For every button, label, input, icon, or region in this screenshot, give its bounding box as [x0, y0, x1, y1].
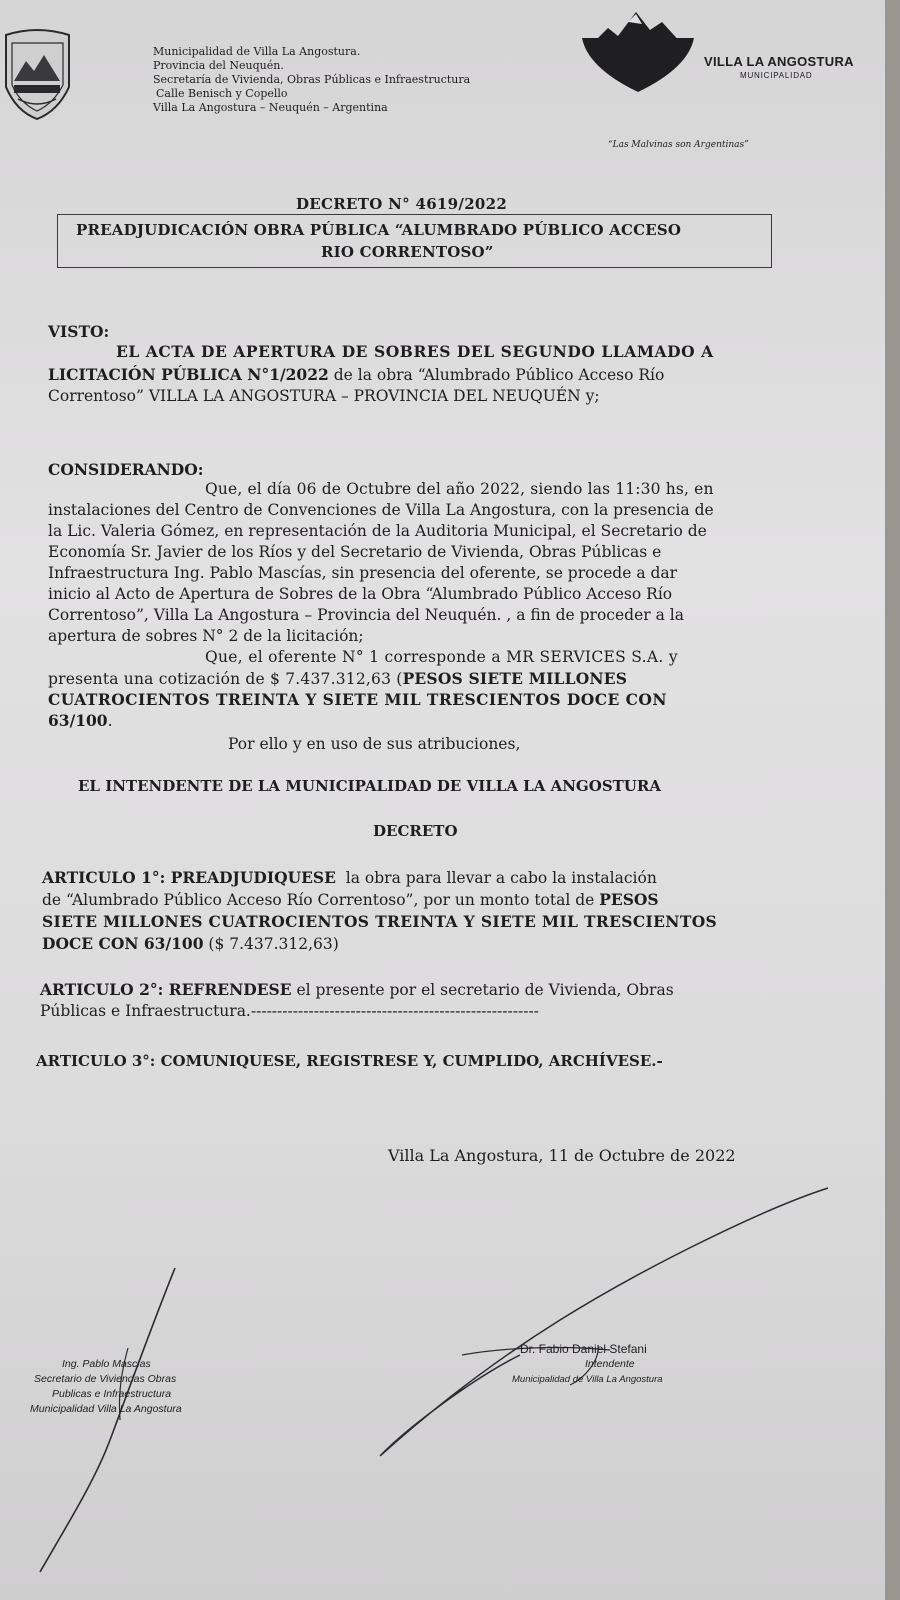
article-text: de “Alumbrado Público Acceso Río Correntoso”, por un monto total de [42, 891, 600, 909]
signature-name-right: Dr. Fabio Daniel Stefani [520, 1342, 647, 1356]
brand-name: VILLA LA ANGOSTURA [704, 54, 854, 69]
amount-cents: 63/100 [48, 711, 108, 730]
signature-title-right: Intendente [585, 1358, 635, 1370]
visto-text: de la obra “Alumbrado Público Acceso Río [328, 366, 665, 384]
header-line: Provincia del Neuquén. [153, 59, 284, 72]
decree-number: DECRETO N° 4619/2022 [296, 195, 508, 213]
visto-heading: VISTO: [48, 322, 110, 341]
considerando-line: inicio al Acto de Apertura de Sobres de la Obra “Alumbrado Público Acceso Río [48, 585, 673, 603]
signature-org-right: Municipalidad de Villa La Angostura [512, 1374, 663, 1385]
decreto-heading: DECRETO [373, 822, 458, 840]
por-ello-line: Por ello y en uso de sus atribuciones, [228, 735, 521, 753]
header-line: Municipalidad de Villa La Angostura. [153, 45, 361, 58]
article-2-label: ARTICULO 2°: REFRENDESE [40, 980, 292, 999]
article-amount: PESOS [599, 890, 659, 909]
considerando-heading: CONSIDERANDO: [48, 460, 204, 479]
article-2-line: Públicas e Infraestructura.------------------------------------------------------- [40, 1002, 539, 1020]
considerando-line: Infraestructura Ing. Pablo Mascías, sin presencia del oferente, se procede a dar [48, 564, 678, 582]
article-1-label: ARTICULO 1°: PREADJUDIQUESE [42, 868, 336, 887]
intendente-heading: EL INTENDENTE DE LA MUNICIPALIDAD DE VILLA LA ANGOSTURA [78, 777, 661, 795]
considerando-line: Que, el oferente N° 1 corresponde a MR SERVICES S.A. y [205, 648, 678, 666]
header-line: Villa La Angostura – Neuquén – Argentina [153, 101, 388, 114]
date-line: Villa La Angostura, 11 de Octubre de 2022 [388, 1146, 736, 1165]
signature-name-left: Ing. Pablo Mascias [62, 1358, 151, 1370]
considerando-line: Economía Sr. Javier de los Ríos y del Secretario de Vivienda, Obras Públicas e [48, 543, 662, 561]
article-amount: DOCE CON 63/100 [42, 934, 204, 953]
considerando-line: instalaciones del Centro de Convenciones de Villa La Angostura, con la presencia de [48, 501, 714, 519]
considerando-line: la Lic. Valeria Gómez, en representación de la Auditoria Municipal, el Secretario de [48, 522, 707, 540]
considerando-line: apertura de sobres N° 2 de la licitación; [48, 627, 364, 645]
visto-line: EL ACTA DE APERTURA DE SOBRES DEL SEGUNDO LLAMADO A [116, 342, 714, 361]
licitacion-ref: LICITACIÓN PÚBLICA N°1/2022 [48, 365, 329, 384]
signature-title-left: Secretario de Viviendas Obras [34, 1373, 177, 1385]
decree-title-line: RIO CORRENTOSO” [321, 243, 494, 261]
signature-org-left: Municipalidad Villa La Angostura [30, 1403, 182, 1415]
considerando-line: Correntoso”, Villa La Angostura – Provincia del Neuquén. , a fin de proceder a la [48, 606, 684, 624]
decree-title-line: PREADJUDICACIÓN OBRA PÚBLICA “ALUMBRADO PÚBLICO ACCESO [76, 221, 682, 239]
article-text: la obra para llevar a cabo la instalación [335, 869, 657, 887]
amount-words: PESOS SIETE MILLONES [402, 669, 628, 688]
visto-line: Correntoso” VILLA LA ANGOSTURA – PROVINCIA DEL NEUQUÉN y; [48, 387, 600, 405]
article-text: ($ 7.437.312,63) [203, 935, 339, 953]
cotizacion-text: presenta una cotización de $ 7.437.312,63 ( [48, 670, 403, 688]
brand-subtitle: MUNICIPALIDAD [740, 71, 813, 80]
header-line: Calle Benisch y Copello [156, 87, 288, 100]
article-text: el presente por el secretario de Vivienda, Obras [291, 981, 674, 999]
period: . [107, 712, 113, 730]
amount-words: CUATROCIENTOS TREINTA Y SIETE MIL TRESCIENTOS DOCE CON [48, 690, 668, 709]
considerando-line: Que, el día 06 de Octubre del año 2022, siendo las 11:30 hs, en [205, 480, 714, 498]
motto: “Las Malvinas son Argentinas” [608, 140, 749, 150]
signature-title-left: Publicas e Infraestructura [52, 1388, 172, 1400]
header-line: Secretaría de Vivienda, Obras Públicas e Infraestructura [153, 73, 471, 86]
article-amount: SIETE MILLONES CUATROCIENTOS TREINTA Y SIETE MIL TRESCIENTOS [42, 912, 718, 931]
article-3: ARTICULO 3°: COMUNIQUESE, REGISTRESE Y, CUMPLIDO, ARCHÍVESE.- [36, 1052, 663, 1070]
